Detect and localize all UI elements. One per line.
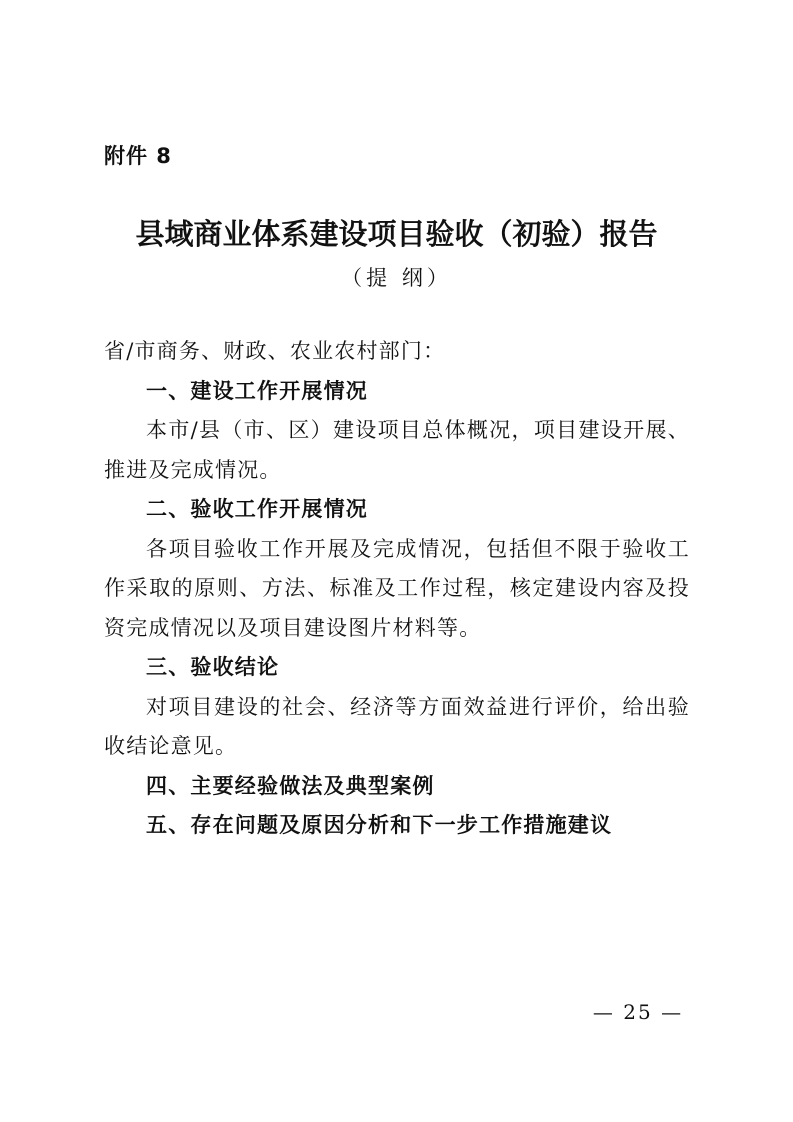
attachment-label: 附件 8 [104, 144, 172, 168]
section-heading-1: 一、建设工作开展情况 [146, 378, 368, 403]
section-body-1: 本市/县（市、区）建设项目总体概况，项目建设开展、推进及完成情况。 [104, 418, 690, 482]
section-heading-3: 三、验收结论 [146, 655, 280, 679]
section-heading-2: 二、验收工作开展情况 [146, 497, 368, 521]
document-content [104, 332, 690, 846]
section-heading-4: 四、主要经验做法及典型案例 [146, 773, 435, 798]
document-title: 县域商业体系建设项目验收（初验）报告 [135, 217, 658, 251]
section-body-3: 对项目建设的社会、经济等方面效益进行评价，给出验收结论意见。 [104, 694, 690, 758]
section-heading-5: 五、存在问题及原因分析和下一步工作措施建议 [146, 813, 613, 837]
page-number: — 25 — [592, 1000, 684, 1024]
document-subtitle: （提 纲） [341, 266, 452, 290]
section-body-2: 各项目验收工作开展及完成情况，包括但不限于验收工作采取的原则、方法、标准及工作过程，核定建设内容及投资完成情况以及项目建设图片材料等。 [104, 536, 690, 640]
salutation: 省/市商务、财政、农业农村部门： [104, 339, 446, 363]
